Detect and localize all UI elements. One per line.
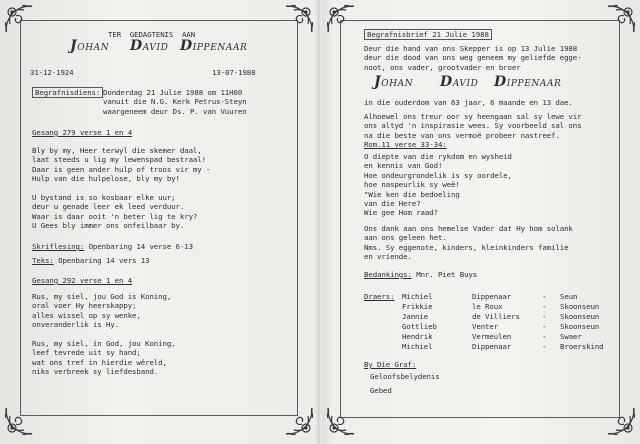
tribute-text: Alhoewel ons treur oor sy heengaan sal sy lewe vir ons altyd 'n inspirasie wees. Sy voorbeeld sal ons na die beste van ons vermoë probeer nastreef. bbox=[364, 112, 582, 140]
deceased-name: JOHAN bbox=[70, 38, 110, 54]
corner-ornament-icon bbox=[604, 404, 638, 438]
sermon-text: Teks: Openbaring 14 vers 13 bbox=[32, 256, 150, 265]
memorial-header: TER GEDAGTENIS AAN bbox=[108, 30, 195, 39]
deceased-name: DIPPENAAR bbox=[494, 74, 562, 90]
bearer-first-name: Jannie bbox=[402, 312, 429, 321]
bearer-last-name: Vermeulen bbox=[472, 332, 512, 341]
bearer-last-name: Dippenaar bbox=[472, 292, 512, 301]
bearer-last-name: le Roux bbox=[472, 302, 503, 311]
age-line: in die ouderdom van 63 jaar, 6 maande en 13 dae. bbox=[364, 98, 573, 107]
letter-title: Begrafnisbrief 21 Julie 1988 bbox=[364, 29, 492, 40]
romans-text: O diepte van die rykdom en wysheid en kennis van God! Hoe ondeurgrondelik is sy oordele, hoe naspeurlik sy weë! "Wie ken die bedoeling van die Here? Wie gee Hom raad? bbox=[364, 152, 512, 218]
bearer-dash: - bbox=[542, 312, 547, 321]
bearer-dash: - bbox=[542, 302, 547, 311]
bearers-label: Draers: bbox=[364, 292, 395, 301]
corner-ornament-icon bbox=[604, 2, 638, 36]
acknowledgements: Bedankings: Mnr. Piet Buys bbox=[364, 270, 478, 279]
bearer-relation: Seun bbox=[560, 292, 578, 301]
hymn1-text: Bly by my, Heer terwyl die skemer daal, laat steeds u lig my lewenspad bestraal! Daar is geen ander hulp of troos vir my - Hulp van die hulpelose, bly my by! U bystand is so kosbaar elke uur; deur u genade leer ek leed verduur. Waar is daar ooit 'n beter lig te kry? U Gees bly immer ons onfeilbaar by. bbox=[32, 146, 211, 231]
service-details: Donderdag 21 Julie 1988 om 11H00 vanuit die N.G. Kerk Petrus-Steyn waargeneem deur Ds. P. van Vuuren bbox=[103, 88, 247, 116]
hymn2-text: Rus, my siel, jou God is Koning, oral voer Hy heerskappy; alles wissel op sy wenke, onveranderlik is Hy. Rus, my siel, in God, jou Koning, leef tevrede uit sy hand; wat ons tref in hierdie wêreld, niks verbreek sy liefdesband. bbox=[32, 292, 176, 377]
deceased-name: DAVID bbox=[440, 74, 479, 90]
bearer-first-name: Michiel bbox=[402, 342, 433, 351]
grave-item: Geloofsbelydenis bbox=[370, 372, 440, 381]
bearer-relation: Broerskind bbox=[560, 342, 604, 351]
corner-ornament-icon bbox=[2, 404, 36, 438]
hymn2-title: Gesang 292 verse 1 en 4 bbox=[32, 276, 133, 285]
scripture-reading: Skriflesing: Openbaring 14 verse 6-13 bbox=[32, 242, 193, 251]
corner-ornament-icon bbox=[324, 2, 358, 36]
thanks-text: Ons dank aan ons hemelse Vader dat Hy hom solank aan ons geleen het. Nms. Sy eggenote, kinders, kleinkinders familie en vriende. bbox=[364, 224, 573, 262]
deceased-name: DAVID bbox=[130, 38, 169, 54]
bearer-dash: - bbox=[542, 342, 547, 351]
corner-ornament-icon bbox=[2, 2, 36, 36]
death-date: 13-07-1988 bbox=[212, 68, 256, 77]
bearer-first-name: Michiel bbox=[402, 292, 433, 301]
corner-ornament-icon bbox=[324, 404, 358, 438]
letter-intro: Deur die hand van ons Skepper is op 13 Julie 1988 deur die dood van ons weg geneem my geliefde egge- noot, ons vader, grootvader en broer bbox=[364, 44, 582, 72]
bearer-first-name: Gottlieb bbox=[402, 322, 437, 331]
bearer-first-name: Hendrik bbox=[402, 332, 433, 341]
right-page bbox=[322, 0, 640, 444]
bearer-relation: Skoonseun bbox=[560, 312, 600, 321]
bearer-last-name: de Villiers bbox=[472, 312, 520, 321]
romans-title: Rom.11 verse 33-34: bbox=[364, 140, 447, 149]
deceased-name: DIPPENAAR bbox=[180, 38, 248, 54]
bearer-relation: Skoonseun bbox=[560, 302, 600, 311]
grave-label: By Die Graf: bbox=[364, 360, 417, 369]
bearer-first-name: Frikkie bbox=[402, 302, 433, 311]
corner-ornament-icon bbox=[282, 404, 316, 438]
birth-date: 31-12-1924 bbox=[30, 68, 74, 77]
bearer-dash: - bbox=[542, 322, 547, 331]
bearer-dash: - bbox=[542, 292, 547, 301]
bearer-relation: Skoonseun bbox=[560, 322, 600, 331]
bearer-last-name: Dippenaar bbox=[472, 342, 512, 351]
deceased-name: JOHAN bbox=[374, 74, 414, 90]
service-label: Begrafnisdiens: bbox=[32, 87, 103, 98]
left-page bbox=[0, 0, 318, 444]
grave-item: Gebed bbox=[370, 386, 392, 395]
bearer-last-name: Venter bbox=[472, 322, 499, 331]
bearer-dash: - bbox=[542, 332, 547, 341]
bearer-relation: Swaer bbox=[560, 332, 582, 341]
hymn1-title: Gesang 279 verse 1 en 4 bbox=[32, 128, 133, 137]
corner-ornament-icon bbox=[282, 2, 316, 36]
